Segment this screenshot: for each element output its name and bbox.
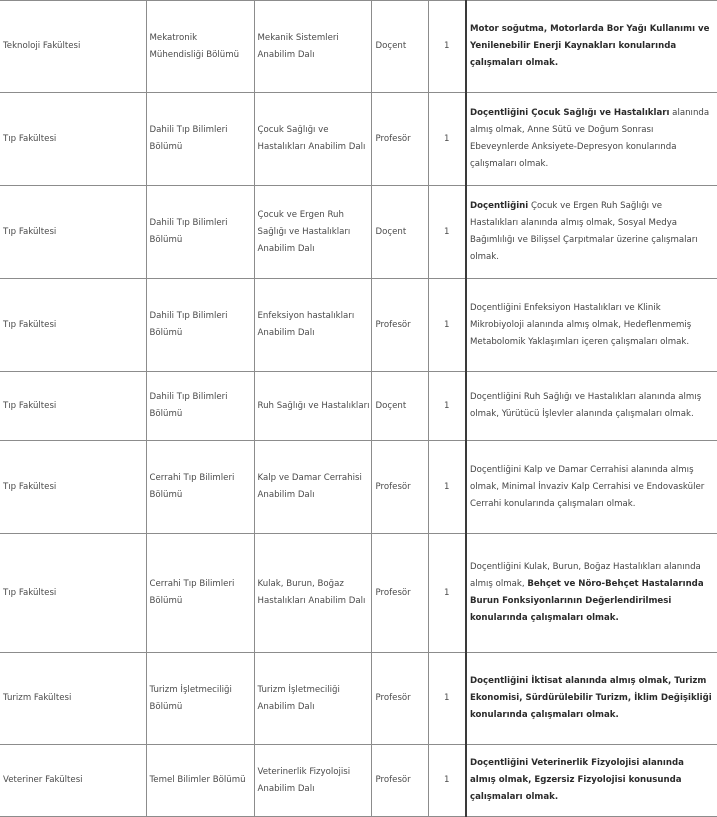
fakulte-cell: Teknoloji Fakültesi	[0, 1, 146, 93]
bolum-cell: Dahili Tıp Bilimleri Bölümü	[146, 93, 254, 186]
fakulte-cell: Turizm Fakültesi	[0, 653, 146, 745]
kadro-unvani-cell: Profesör	[371, 441, 428, 534]
table-row	[0, 279, 717, 372]
aciklama-normal-text: Doçentliğini Enfeksiyon Hastalıkları ve Klinik Mikrobiyoloji alanında almış olmak, Hedeflenmemiş Metabolomik Yaklaşımları içeren çalışmaları olmak.	[470, 302, 692, 347]
bolum-cell: Turizm İşletmeciliği Bölümü	[146, 653, 254, 745]
kadro-adedi-cell: 1	[428, 1, 466, 93]
bolum-cell: Cerrahi Tıp Bilimleri Bölümü	[146, 441, 254, 534]
kadro-adedi-cell: 1	[428, 279, 466, 372]
table-row	[0, 186, 717, 279]
kadro-unvani-cell: Profesör	[371, 534, 428, 653]
fakulte-cell: Tıp Fakültesi	[0, 372, 146, 441]
table-row	[0, 93, 717, 186]
kadro-adedi-cell: 1	[428, 93, 466, 186]
aciklama-cell	[466, 534, 717, 653]
anabilim-dali-cell: Kulak, Burun, Boğaz Hastalıkları Anabilim Dalı	[254, 534, 371, 653]
aciklama-cell	[466, 372, 717, 441]
kadro-unvani-cell: Profesör	[371, 93, 428, 186]
bolum-cell: Dahili Tıp Bilimleri Bölümü	[146, 372, 254, 441]
kadro-adedi-cell: 1	[428, 441, 466, 534]
table-row	[0, 372, 717, 441]
aciklama-normal-text: Doçentliğini Ruh Sağlığı ve Hastalıkları alanında almış olmak, Yürütücü İşlevler alanında çalışmaları olmak.	[470, 392, 702, 419]
anabilim-dali-cell: Ruh Sağlığı ve Hastalıkları	[254, 372, 371, 441]
kadro-adedi-cell: 1	[428, 745, 466, 817]
anabilim-dali-cell: Enfeksiyon hastalıkları Anabilim Dalı	[254, 279, 371, 372]
fakulte-cell: Tıp Fakültesi	[0, 186, 146, 279]
aciklama-tail-text: Çocuk ve Ergen Ruh Sağlığı ve Hastalıkları alanında almış olmak, Sosyal Medya Bağımlılığı ve Bilişsel Çarpıtmalar üzerine çalışmaları olmak.	[470, 201, 698, 262]
aciklama-normal-text: Doçentliğini Kulak, Burun, Boğaz Hastalıkları alanında almış olmak,	[470, 562, 701, 589]
fakulte-cell: Tıp Fakültesi	[0, 441, 146, 534]
anabilim-dali-cell: Kalp ve Damar Cerrahisi Anabilim Dalı	[254, 441, 371, 534]
kadro-unvani-cell: Doçent	[371, 372, 428, 441]
table-row	[0, 745, 717, 817]
aciklama-bold-text: Doçentliğini	[470, 201, 529, 211]
aciklama-bold-text: Doçentliğini İktisat alanında almış olmak, Turizm Ekonomisi, Sürdürülebilir Turizm, İklim Değişikliği konularında çalışmaları olmak.	[470, 676, 712, 720]
aciklama-cell	[466, 186, 717, 279]
bolum-cell: Dahili Tıp Bilimleri Bölümü	[146, 186, 254, 279]
fakulte-cell: Tıp Fakültesi	[0, 279, 146, 372]
anabilim-dali-cell: Turizm İşletmeciliği Anabilim Dalı	[254, 653, 371, 745]
aciklama-bold-text: Behçet ve Nöro-Behçet Hastalarında Burun Fonksiyonlarının Değerlendirilmesi konularında çalışmaları olmak.	[470, 579, 704, 623]
table-row	[0, 441, 717, 534]
anabilim-dali-cell: Çocuk ve Ergen Ruh Sağlığı ve Hastalıkları Anabilim Dalı	[254, 186, 371, 279]
aciklama-cell	[466, 1, 717, 93]
kadro-adedi-cell: 1	[428, 186, 466, 279]
table-row	[0, 1, 717, 93]
table-row	[0, 653, 717, 745]
fakulte-cell: Veteriner Fakültesi	[0, 745, 146, 817]
aciklama-cell	[466, 653, 717, 745]
aciklama-normal-text: Doçentliğini Kalp ve Damar Cerrahisi alanında almış olmak, Minimal İnvaziv Kalp Cerrahisi ve Endovasküler Cerrahi konularında çalışmaları olmak.	[470, 464, 705, 509]
bolum-cell: Cerrahi Tıp Bilimleri Bölümü	[146, 534, 254, 653]
anabilim-dali-cell: Çocuk Sağlığı ve Hastalıkları Anabilim Dalı	[254, 93, 371, 186]
kadro-adedi-cell: 1	[428, 534, 466, 653]
anabilim-dali-cell: Mekanik Sistemleri Anabilim Dalı	[254, 1, 371, 93]
aciklama-tail-text: alanında almış olmak, Anne Sütü ve Doğum Sonrası Ebeveynlerde Anksiyete-Depresyon konularında çalışmaları olmak.	[470, 108, 710, 169]
aciklama-bold-text: Motor soğutma, Motorlarda Bor Yağı Kullanımı ve Yenilenebilir Enerji Kaynakları konularında çalışmaları olmak.	[470, 24, 710, 68]
anabilim-dali-cell: Veterinerlik Fizyolojisi Anabilim Dalı	[254, 745, 371, 817]
fakulte-cell: Tıp Fakültesi	[0, 534, 146, 653]
kadro-adedi-cell: 1	[428, 372, 466, 441]
bolum-cell: Dahili Tıp Bilimleri Bölümü	[146, 279, 254, 372]
kadro-unvani-cell: Doçent	[371, 186, 428, 279]
kadro-unvani-cell: Profesör	[371, 745, 428, 817]
aciklama-cell	[466, 93, 717, 186]
aciklama-bold-text: Doçentliğini Veterinerlik Fizyolojisi alanında almış olmak, Egzersiz Fizyolojisi konusunda çalışmaları olmak.	[470, 758, 684, 802]
fakulte-cell: Tıp Fakültesi	[0, 93, 146, 186]
kadro-adedi-cell: 1	[428, 653, 466, 745]
aciklama-bold-text: Doçentliğini Çocuk Sağlığı ve Hastalıkları	[470, 108, 670, 118]
bolum-cell: Mekatronik Mühendisliği Bölümü	[146, 1, 254, 93]
bolum-cell: Temel Bilimler Bölümü	[146, 745, 254, 817]
aciklama-cell	[466, 745, 717, 817]
table-row	[0, 534, 717, 653]
kadro-unvani-cell: Profesör	[371, 279, 428, 372]
kadro-unvani-cell: Profesör	[371, 653, 428, 745]
aciklama-cell	[466, 279, 717, 372]
kadro-unvani-cell: Doçent	[371, 1, 428, 93]
aciklama-cell	[466, 441, 717, 534]
